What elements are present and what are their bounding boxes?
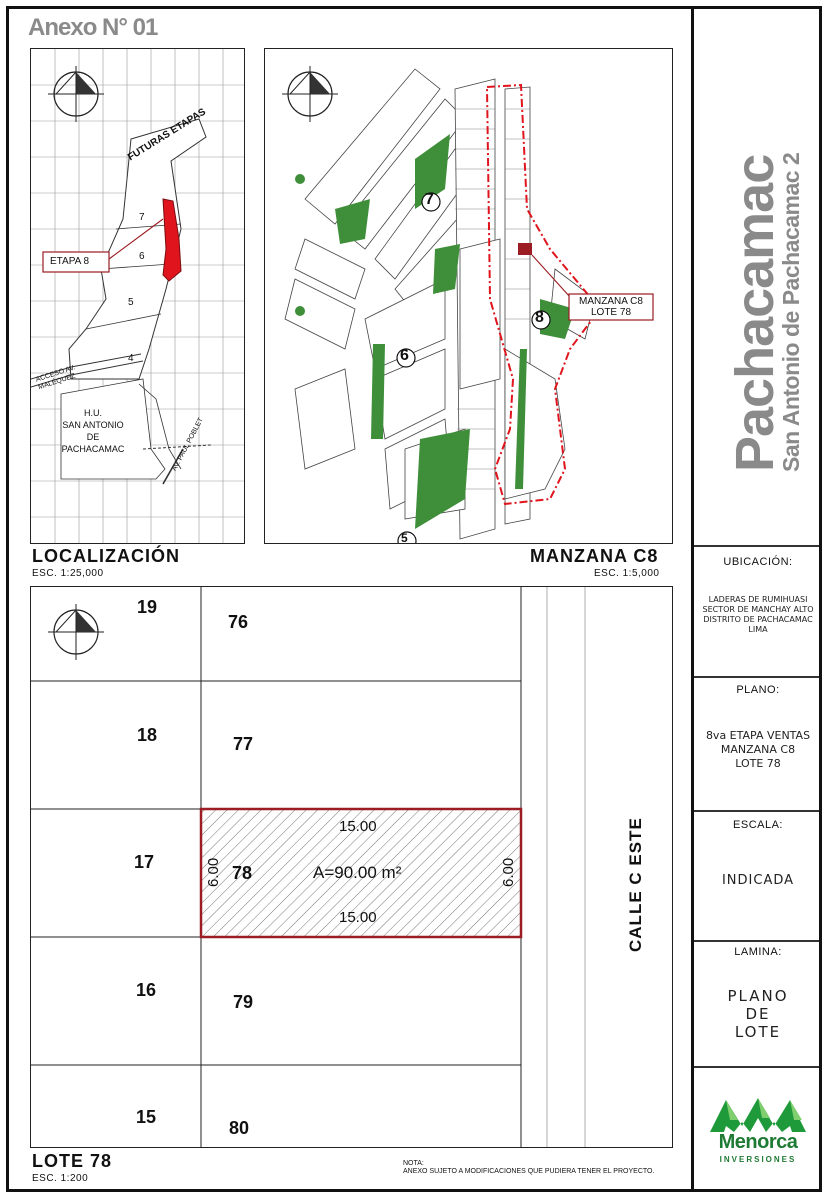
lamina-label: LAMINA: [734,946,782,958]
lot-number-76: 76 [228,612,249,632]
lote-scale: ESC. 1:200 [32,1173,89,1184]
dimension-left: 6.00 [205,857,222,887]
lot-number-18: 18 [137,725,158,745]
logo-name: Menorca [718,1131,798,1153]
lote-title: LOTE 78 [32,1151,113,1171]
lot-number-19: 19 [137,597,158,617]
manzana-callout: MANZANA C8 LOTE 78 [579,296,643,318]
area-label: A=90.00 m² [313,863,402,882]
dimension-bottom: 15.00 [339,909,377,926]
sidebar-divider-1 [694,545,819,547]
note-text: ANEXO SUJETO A MODIFICACIONES QUE PUDIERA TENER EL PROYECTO. [403,1168,655,1175]
manzana-title: MANZANA C8 [530,546,659,566]
manzana-scale: ESC. 1:5,000 [594,568,660,579]
hu-label: H.U. SAN ANTONIO DE PACHACAMAC [61,408,125,454]
anexo-title: Anexo N° 01 [28,14,158,41]
acceso-label: ACCESO AV. MALÉQUEZ [35,364,77,392]
sidebar-divider-5 [694,1066,819,1068]
av-poblet-label: AV. PAUL POBLET [171,416,205,473]
north-arrow-icon [48,66,104,122]
sidebar-title-san-antonio: San Antonio de Pachacamac 2 [778,152,804,472]
etapa-number-7: 7 [139,212,145,223]
etapa-number-6: 6 [139,251,145,262]
escala-label: ESCALA: [733,819,783,831]
manzana-number-6: 6 [400,347,409,364]
futuras-etapas-label: FUTURAS ETAPAS [126,106,208,164]
sidebar-divider-2 [694,676,819,678]
sidebar-divider-4 [694,940,819,942]
lamina-text: PLANO DE LOTE [727,987,789,1041]
note-label: NOTA: [403,1160,424,1167]
manzana-number-7: 7 [425,191,434,208]
sidebar-divider-3 [694,810,819,812]
sidebar-title-pachacamac: Pachacamac [725,154,785,472]
street-label: CALLE C ESTE [626,817,645,952]
lot-number-80: 80 [229,1118,250,1138]
lot-number-15: 15 [136,1107,157,1127]
localizacion-scale: ESC. 1:25,000 [32,568,104,579]
manzana-map [264,48,673,544]
etapa-number-5: 5 [128,297,134,308]
lot-number-78: 78 [232,863,253,883]
lot-number-17: 17 [134,852,155,872]
lote-plan [30,586,673,1148]
dimension-top: 15.00 [339,818,377,835]
manzana-number-5: 5 [401,531,408,544]
etapa-8-label: ETAPA 8 [50,256,90,267]
dimension-right: 6.00 [500,857,517,887]
ubicacion-label: UBICACIÓN: [723,556,793,568]
lot-number-77: 77 [233,734,254,754]
localizacion-map [30,48,245,544]
ubicacion-text: LADERAS DE RUMIHUASI SECTOR DE MANCHAY ALTO DISTRITO DE PACHACAMAC LIMA [702,595,814,634]
plano-text: 8va ETAPA VENTAS MANZANA C8 LOTE 78 [705,729,811,770]
manzana-number-8: 8 [535,309,544,326]
lote-north-arrow-icon [48,604,104,660]
logo-subtitle: INVERSIONES [719,1155,797,1164]
localizacion-title: LOCALIZACIÓN [32,546,180,566]
escala-text: INDICADA [721,873,795,888]
menorca-logo-icon [710,1092,806,1134]
plano-label: PLANO: [736,684,780,696]
lot-number-79: 79 [233,992,254,1012]
etapa-number-4: 4 [128,353,134,364]
lot-number-16: 16 [136,980,157,1000]
localizacion-svg [31,49,245,544]
